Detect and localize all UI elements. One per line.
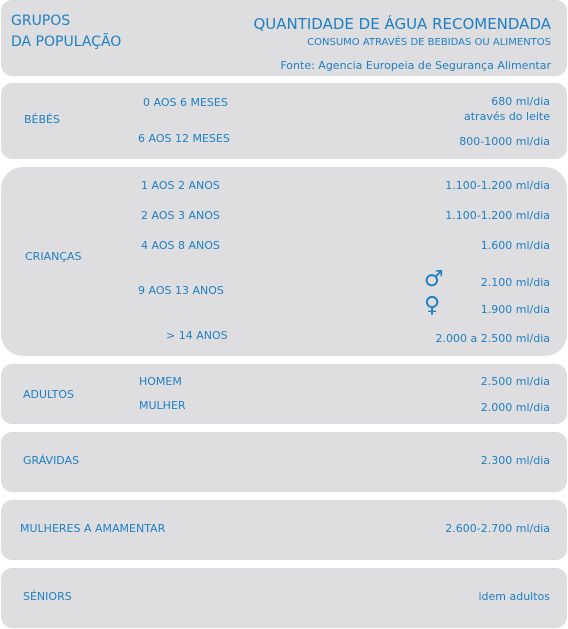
male-icon: ♂	[424, 267, 444, 292]
source-note: Fonte: Agencia Europeia de Segurança Alimentar	[280, 59, 551, 72]
age-range: 6 AOS 12 MESES	[138, 132, 230, 145]
water-amount: 1.100-1.200 ml/dia	[445, 179, 550, 192]
age-range: 9 AOS 13 ANOS	[138, 284, 224, 297]
group-mulheres-amamentar	[1, 500, 567, 560]
group-criancas	[1, 167, 567, 356]
water-amount: idem adultos	[478, 590, 550, 603]
groups-header-line1: GRUPOS	[11, 13, 71, 29]
water-amount: 2.000 a 2.500 ml/dia	[435, 332, 550, 345]
water-amount: 2.600-2.700 ml/dia	[445, 522, 550, 535]
group-bebes	[1, 83, 567, 159]
group-seniores	[1, 568, 567, 628]
groups-header-line2: DA POPULAÇÃO	[11, 34, 122, 50]
age-range: 1 AOS 2 ANOS	[141, 179, 220, 192]
water-amount: 2.500 ml/dia	[480, 375, 550, 388]
age-range: HOMEM	[139, 375, 182, 388]
water-amount: 680 ml/dia	[491, 95, 550, 108]
female-icon: ♀	[424, 293, 441, 318]
water-amount: 2.000 ml/dia	[480, 401, 550, 414]
group-label: GRÁVIDAS	[23, 454, 80, 467]
header-panel	[1, 0, 567, 76]
group-label: BÉBÉS	[24, 113, 60, 126]
group-label: MULHERES A AMAMENTAR	[20, 522, 166, 535]
page-title: QUANTIDADE DE ÁGUA RECOMENDADA	[253, 15, 551, 33]
water-amount: 1.600 ml/dia	[480, 239, 550, 252]
age-range: > 14 ANOS	[166, 329, 228, 342]
group-label: ADULTOS	[23, 388, 75, 401]
age-range: 2 AOS 3 ANOS	[141, 209, 220, 222]
water-amount-male: 2.100 ml/dia	[480, 276, 550, 289]
age-range: 4 AOS 8 ANOS	[141, 239, 220, 252]
group-label: SÉNIORS	[23, 590, 72, 603]
water-amount: 800-1000 ml/dia	[459, 135, 550, 148]
water-amount-female: 1.900 ml/dia	[480, 303, 550, 316]
age-range: MULHER	[139, 399, 186, 412]
group-gravidas	[1, 432, 567, 492]
water-amount: 2.300 ml/dia	[480, 454, 550, 467]
age-range: 0 AOS 6 MESES	[143, 96, 228, 109]
page-subtitle: CONSUMO ATRAVÉS DE BEBIDAS OU ALIMENTOS	[307, 37, 551, 48]
water-amount: 1.100-1.200 ml/dia	[445, 209, 550, 222]
group-label: CRIANÇAS	[25, 250, 82, 263]
group-adultos	[1, 364, 567, 424]
water-note: através do leite	[464, 110, 550, 123]
